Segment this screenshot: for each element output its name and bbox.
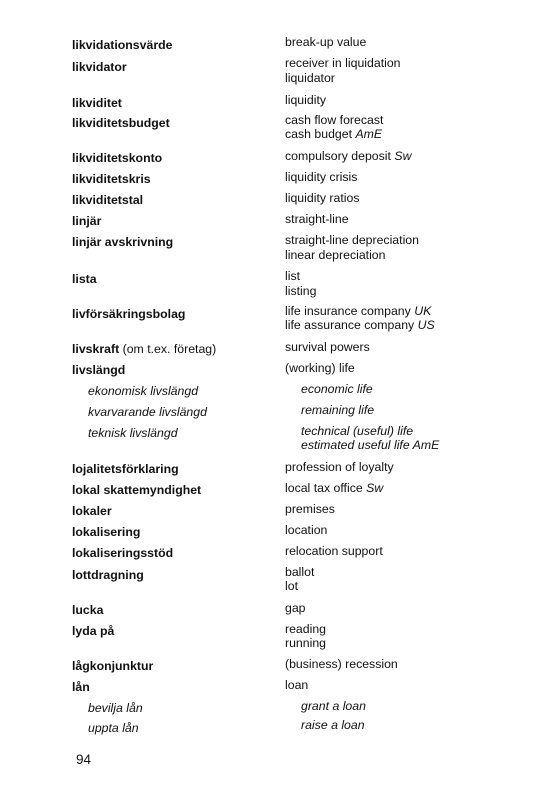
en-translation: liquidity bbox=[285, 93, 327, 107]
en-translation: (business) recession bbox=[285, 657, 398, 671]
sv-term: lucka bbox=[72, 603, 104, 617]
region-note: UK bbox=[414, 304, 432, 318]
sv-subterm: ekonomisk livslängd bbox=[88, 384, 199, 398]
sv-term: lottdragning bbox=[72, 568, 144, 582]
sv-term: likviditet bbox=[72, 96, 122, 110]
en-translation: life assurance company US bbox=[285, 318, 435, 332]
en-translation: receiver in liquidation bbox=[285, 56, 401, 70]
en-translation: running bbox=[285, 636, 327, 650]
sv-term: livskraft (om t.ex. företag) bbox=[72, 342, 217, 356]
sv-term: lokaliseringsstöd bbox=[72, 546, 174, 560]
en-translation: loan bbox=[285, 678, 309, 692]
en-translation: cash flow forecast bbox=[285, 113, 384, 127]
en-subtranslation: estimated useful life AmE bbox=[301, 438, 440, 452]
en-translation: profession of loyalty bbox=[285, 460, 394, 474]
sv-subterm: uppta lån bbox=[88, 721, 139, 735]
region-note: Sw bbox=[394, 149, 412, 163]
sv-term: lågkonjunktur bbox=[72, 659, 154, 673]
region-note: Sw bbox=[366, 481, 384, 495]
en-subtranslation: raise a loan bbox=[301, 718, 365, 732]
sv-term: linjär avskrivning bbox=[72, 235, 174, 249]
en-translation: straight-line bbox=[285, 212, 349, 226]
sv-term: lojalitetsförklaring bbox=[72, 462, 179, 476]
en-translation: cash budget AmE bbox=[285, 127, 383, 141]
en-translation: life insurance company UK bbox=[285, 304, 432, 318]
sv-term: likviditetstal bbox=[72, 193, 144, 207]
en-subtranslation: remaining life bbox=[301, 403, 375, 417]
en-translation: liquidator bbox=[285, 71, 335, 85]
en-translation: lot bbox=[285, 579, 298, 593]
sv-qualifier: (om t.ex. företag) bbox=[122, 342, 217, 356]
region-note: AmE bbox=[412, 438, 440, 452]
region-note: AmE bbox=[355, 127, 383, 141]
en-translation: liquidity crisis bbox=[285, 170, 358, 184]
sv-term: lista bbox=[72, 272, 97, 286]
en-translation: linear depreciation bbox=[285, 248, 386, 262]
sv-subterm: teknisk livslängd bbox=[88, 426, 178, 440]
en-subtranslation: grant a loan bbox=[301, 699, 366, 713]
en-translation: (working) life bbox=[285, 361, 355, 375]
sv-term: likvidationsvärde bbox=[72, 38, 173, 52]
en-subtranslation: technical (useful) life bbox=[301, 424, 414, 438]
sv-term: linjär bbox=[72, 214, 102, 228]
region-note: US bbox=[417, 318, 435, 332]
en-translation: gap bbox=[285, 601, 306, 615]
en-translation: local tax office Sw bbox=[285, 481, 384, 495]
en-translation: list bbox=[285, 269, 301, 283]
sv-term: livförsäkringsbolag bbox=[72, 307, 186, 321]
en-translation: relocation support bbox=[285, 544, 383, 558]
sv-term: likviditetskonto bbox=[72, 151, 163, 165]
sv-term: livslängd bbox=[72, 363, 126, 377]
en-translation: ballot bbox=[285, 565, 315, 579]
sv-term: lokalisering bbox=[72, 525, 141, 539]
sv-term: lyda på bbox=[72, 624, 115, 638]
en-translation: liquidity ratios bbox=[285, 191, 360, 205]
sv-term: lokaler bbox=[72, 504, 112, 518]
sv-subterm: kvarvarande livslängd bbox=[88, 405, 207, 419]
sv-term: lån bbox=[72, 680, 90, 694]
en-translation: premises bbox=[285, 502, 335, 516]
en-translation: straight-line depreciation bbox=[285, 233, 419, 247]
en-subtranslation: economic life bbox=[301, 382, 373, 396]
en-translation: location bbox=[285, 523, 328, 537]
en-translation: reading bbox=[285, 622, 327, 636]
en-translation: survival powers bbox=[285, 340, 370, 354]
en-translation: break-up value bbox=[285, 35, 367, 49]
page-number: 94 bbox=[76, 752, 92, 767]
en-translation: compulsory deposit Sw bbox=[285, 149, 412, 163]
sv-term: likviditetsbudget bbox=[72, 116, 170, 130]
sv-subterm: bevilja lån bbox=[88, 701, 143, 715]
sv-term: likviditetskris bbox=[72, 172, 151, 186]
sv-term: likvidator bbox=[72, 60, 127, 74]
sv-term: lokal skattemyndighet bbox=[72, 483, 202, 497]
en-translation: listing bbox=[285, 284, 317, 298]
